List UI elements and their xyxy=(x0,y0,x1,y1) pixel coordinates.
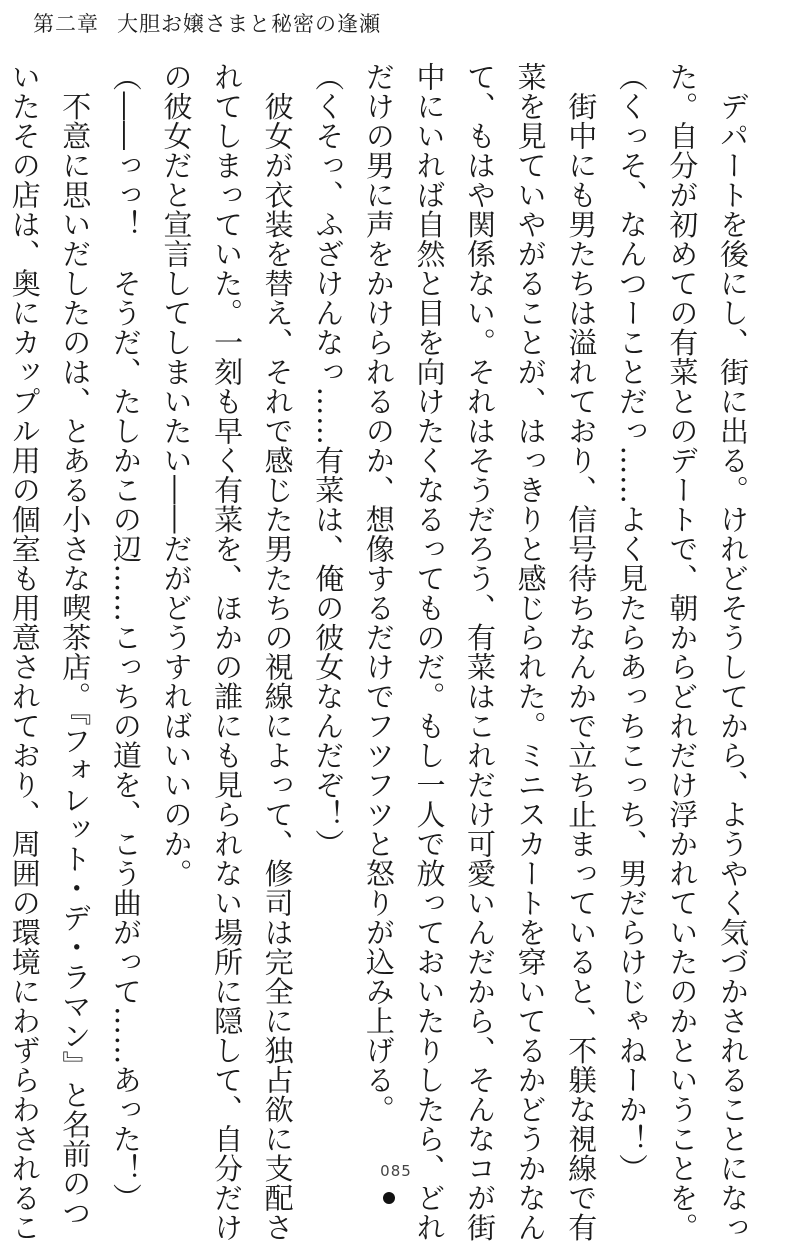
text-line: 彼女が衣装を替え、それで感じた男たちの視線によって、修司は完全に独占欲に支配さ xyxy=(260,62,295,1242)
chapter-title: 大胆お嬢さまと秘密の逢瀬 xyxy=(117,12,381,36)
text-line: いたその店は、奥にカップル用の個室も用意されており、周囲の環境にわずらわされるこ xyxy=(7,62,42,1242)
page-marker-dot xyxy=(383,1192,395,1204)
text-line: 中にいれば自然と目を向けたくなるってものだ。もし一人で放っておいたりしたら、どれ xyxy=(412,62,447,1242)
text-line: た。自分が初めての有菜とのデートで、朝からどれだけ浮かれていたのかということを。 xyxy=(665,62,700,1242)
text-line: 不意に思いだしたのは、とある小さな喫茶店。『フォレット・デ・ラマン』と名前のつ xyxy=(58,62,93,1228)
text-line: （くそっ、ふざけんなっ……有菜は、俺の彼女なんだぞ！） xyxy=(311,62,346,859)
page-number: 085 xyxy=(380,1162,412,1180)
text-line: れてしまっていた。一刻も早く有菜を、ほかの誰にも見られない場所に隠して、自分だけ xyxy=(210,62,245,1242)
running-header xyxy=(33,8,381,38)
text-line: （――っっ！ そうだ、たしかこの辺……こっちの道を、こう曲がって……あった！） xyxy=(108,62,143,1213)
chapter-number: 第二章 xyxy=(33,12,99,36)
text-line: （くっそ、なんつーことだっ……よく見たらあっちこっち、男だらけじゃねーか！） xyxy=(614,62,649,1183)
text-line: デパートを後にし、街に出る。けれどそうしてから、ようやく気づかされることになっ xyxy=(716,62,750,1242)
text-line: だけの男に声をかけられるのか、想像するだけでフツフツと怒りが込み上げる。 xyxy=(361,62,396,1124)
text-line: 菜を見ていやがることが、はっきりと感じられた。ミニスカートを穿いてるかどうかなん xyxy=(513,62,548,1242)
text-line: て、もはや関係ない。それはそうだろう、有菜はこれだけ可愛いんだから、そんなコが街 xyxy=(463,62,498,1242)
text-line: の彼女だと宣言してしまいたい――だがどうすればいいのか。 xyxy=(159,62,194,888)
text-line: 街中にも男たちは溢れており、信号待ちなんかで立ち止まっていると、不躾な視線で有 xyxy=(564,62,599,1242)
